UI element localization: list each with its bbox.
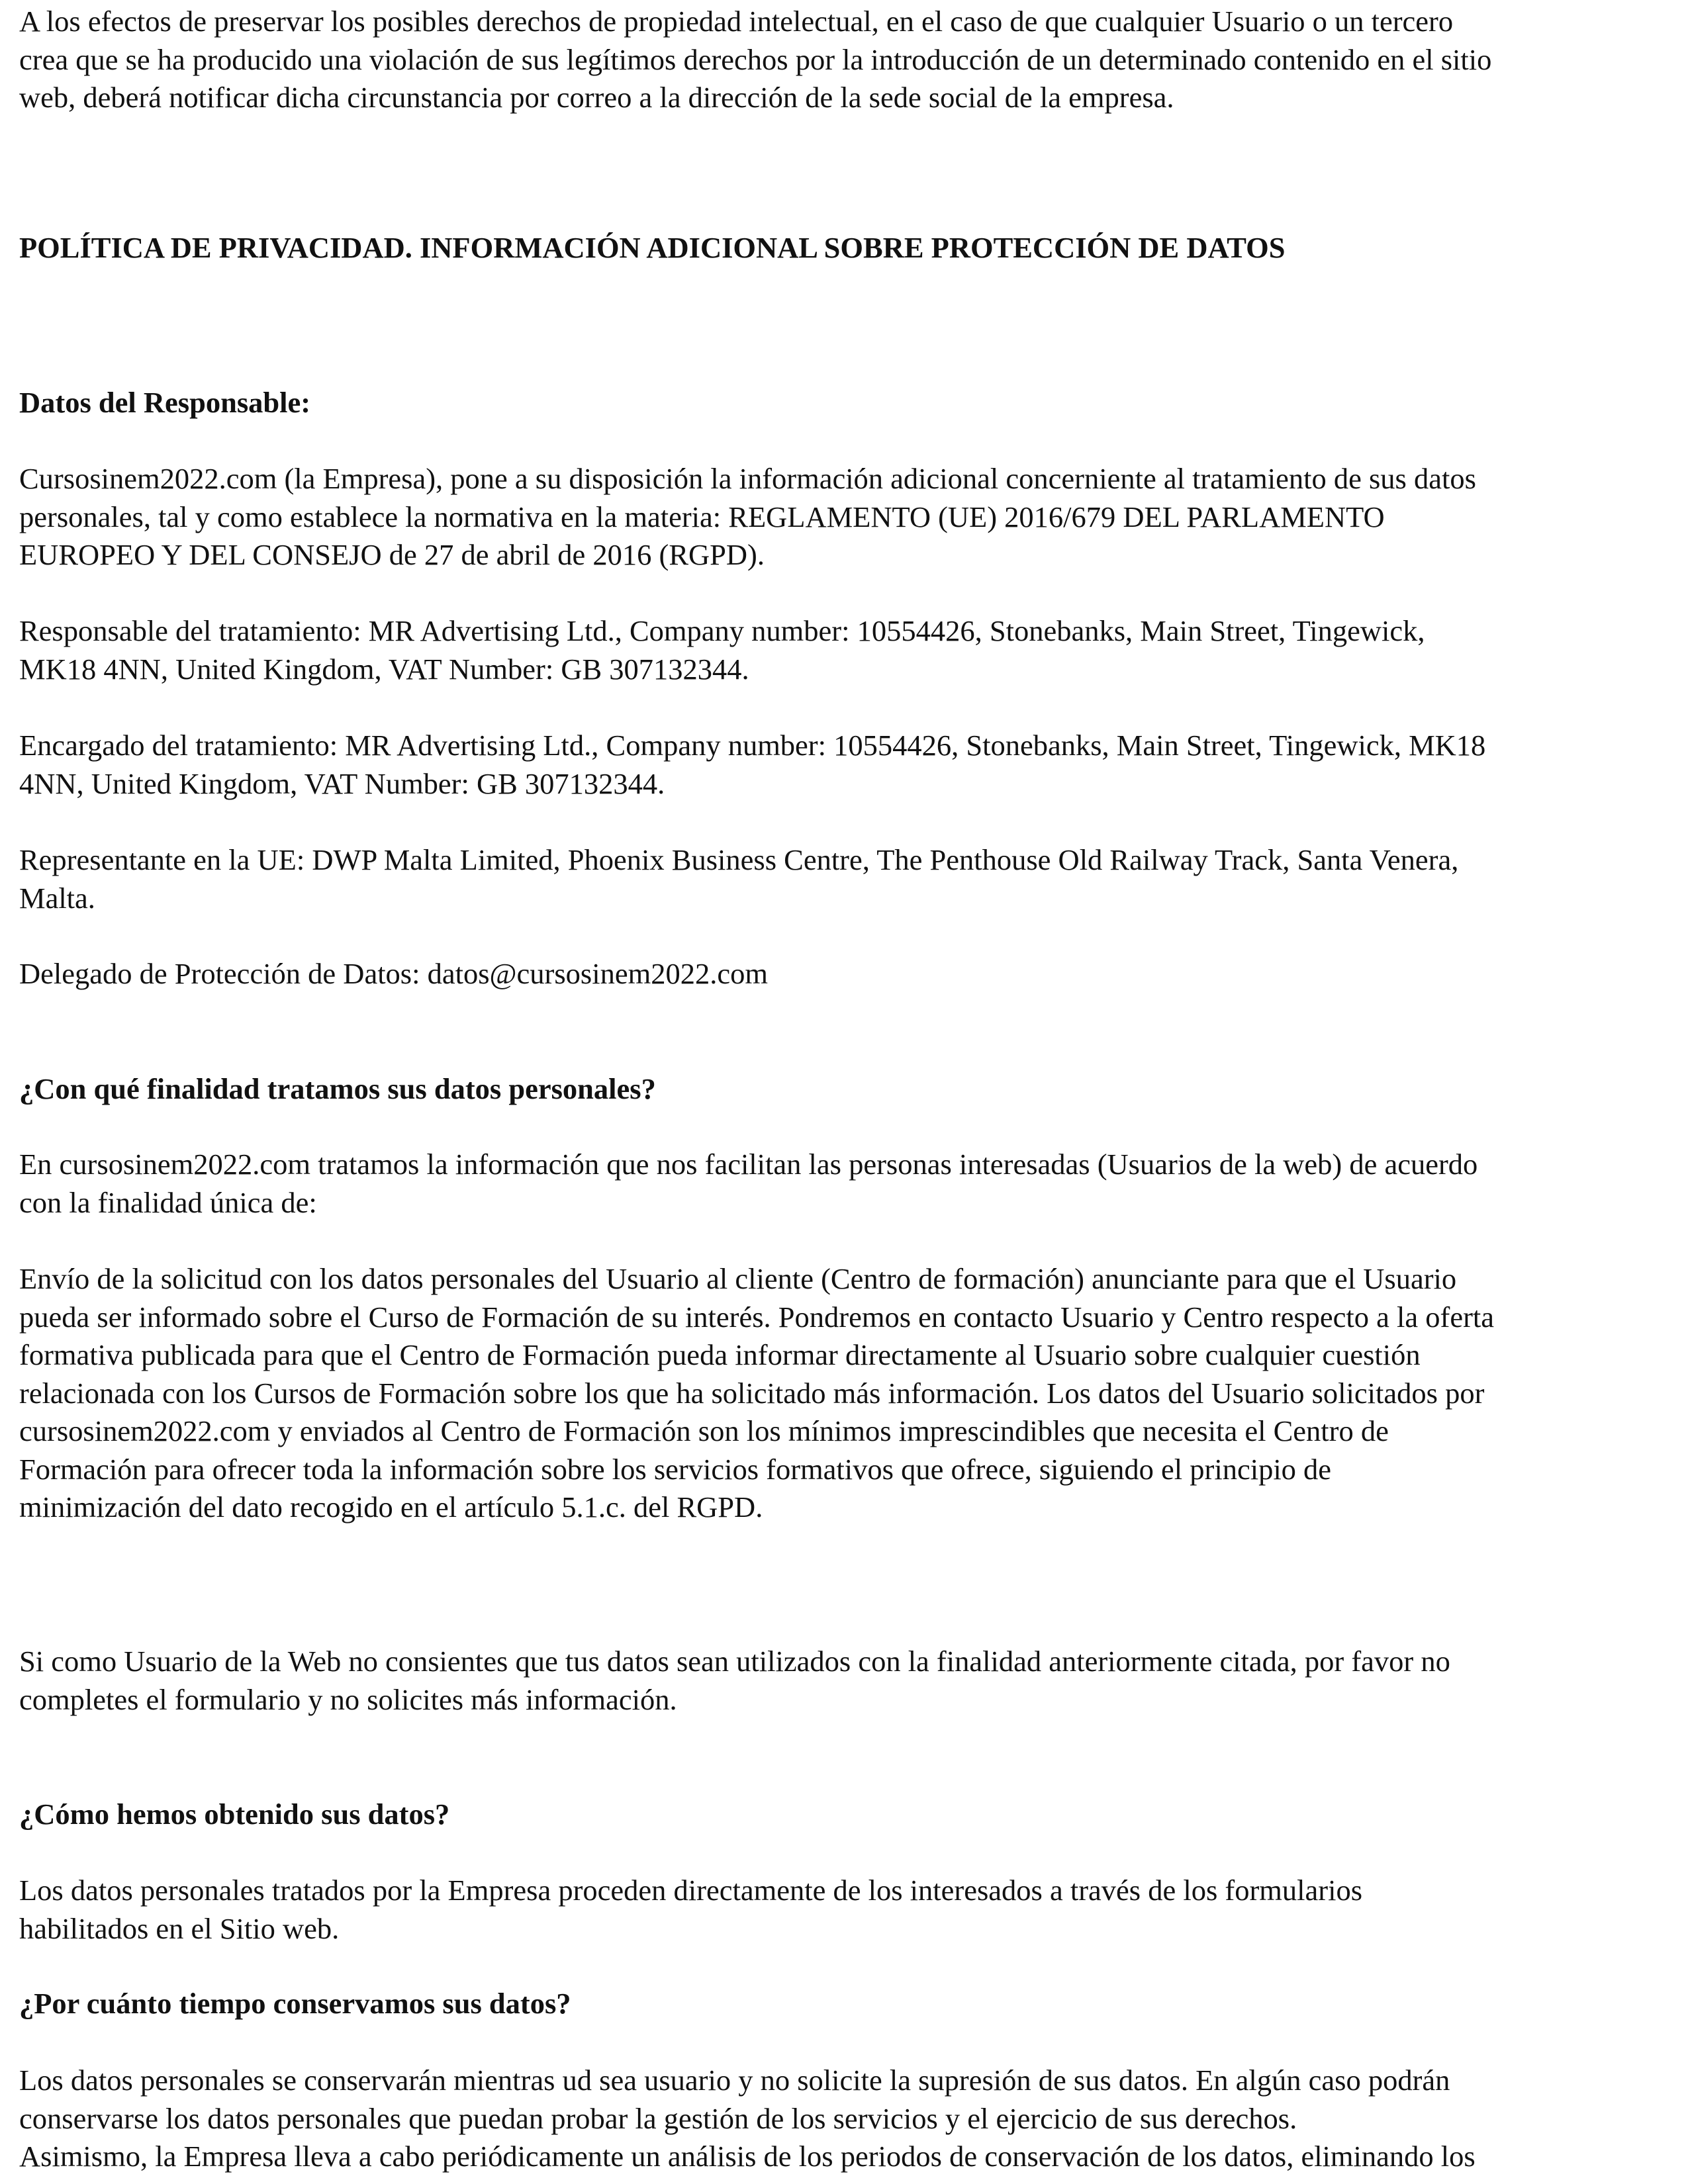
intro-line: web, deberá notificar dicha circunstancia por correo a la dirección de la sede social de la empresa. [19,81,1174,114]
intro-line: A los efectos de preservar los posibles derechos de propiedad intelectual, en el caso de que cualquier Usuario o un tercero [19,5,1454,38]
paragraph-line: habilitados en el Sitio web. [19,1911,340,1945]
finalidad-heading: ¿Con qué finalidad tratamos sus datos personales? [19,1072,656,1105]
paragraph-line: MK18 4NN, United Kingdom, VAT Number: GB 307132344. [19,652,749,686]
paragraph-line: En cursosinem2022.com tratamos la información que nos facilitan las personas interesadas (Usuarios de la web) de acuerdo [19,1148,1478,1181]
paragraph-line: Si como Usuario de la Web no consientes que tus datos sean utilizados con la finalidad anteriormente citada, por favor no [19,1645,1450,1678]
paragraph-line: Encargado del tratamiento: MR Advertising Ltd., Company number: 10554426, Stonebanks, Main Street, Tingewick, MK18 [19,729,1486,762]
responsable-heading: Datos del Responsable: [19,386,311,419]
paragraph-line: conservarse los datos personales que puedan probar la gestión de los servicios y el ejercicio de sus derechos. [19,2101,1297,2135]
paragraph-line: Responsable del tratamiento: MR Advertising Ltd., Company number: 10554426, Stonebanks, Main Street, Tingewick, [19,614,1425,647]
paragraph-line: formativa publicada para que el Centro de Formación pueda informar directamente al Usuario sobre cualquier cuestión [19,1338,1421,1371]
paragraph-line: personales, tal y como establece la normativa en la materia: REGLAMENTO (UE) 2016/679 DEL PARLAMENTO [19,500,1385,533]
paragraph-line: Cursosinem2022.com (la Empresa), pone a su disposición la información adicional concerniente al tratamiento de sus datos [19,462,1476,495]
paragraph-line: minimización del dato recogido en el artículo 5.1.c. del RGPD. [19,1490,763,1524]
paragraph-line: Representante en la UE: DWP Malta Limited, Phoenix Business Centre, The Penthouse Old Railway Track, Santa Venera, [19,843,1459,876]
intro-line: crea que se ha producido una violación de sus legítimos derechos por la introducción de un determinado contenido en el sitio [19,42,1492,76]
paragraph-line: Envío de la solicitud con los datos personales del Usuario al cliente (Centro de formación) anunciante para que el Usuario [19,1262,1457,1295]
paragraph-line: completes el formulario y no solicites más información. [19,1682,677,1716]
main-heading: POLÍTICA DE PRIVACIDAD. INFORMACIÓN ADICIONAL SOBRE PROTECCIÓN DE DATOS [19,231,1286,264]
responsable-tratamiento-paragraph [19,612,1425,688]
encargado-tratamiento-paragraph [19,727,1485,803]
obtencion-paragraph [19,1872,1362,1948]
delegado-proteccion-datos: Delegado de Protección de Datos: datos@cursosinem2022.com [19,957,768,990]
paragraph-line: Malta. [19,881,95,915]
paragraph-line: Asimismo, la Empresa lleva a cabo periódicamente un análisis de los periodos de conservación de los datos, eliminando los [19,2140,1476,2173]
paragraph-line: cursosinem2022.com y enviados al Centro de Formación son los mínimos imprescindibles que necesita el Centro de [19,1414,1389,1447]
paragraph-line: EUROPEO Y DEL CONSEJO de 27 de abril de 2016 (RGPD). [19,538,765,571]
finalidad-body-paragraph [19,1260,1494,1527]
representante-ue-paragraph [19,841,1458,917]
finalidad-intro-paragraph [19,1146,1477,1222]
paragraph-line: Los datos personales tratados por la Empresa proceden directamente de los interesados a través de los formularios [19,1874,1363,1907]
paragraph-line: con la finalidad única de: [19,1185,317,1219]
paragraph-line: Formación para ofrecer toda la información sobre los servicios formativos que ofrece, siguiendo el principio de [19,1452,1332,1486]
conservacion-paragraph [19,2062,1476,2176]
paragraph-line: 4NN, United Kingdom, VAT Number: GB 307132344. [19,766,665,800]
paragraph-line: Los datos personales se conservarán mientras ud sea usuario y no solicite la supresión de sus datos. En algún caso podrán [19,2064,1450,2097]
consent-paragraph [19,1643,1450,1719]
conservacion-heading: ¿Por cuánto tiempo conservamos sus datos? [19,1987,571,2020]
intro-paragraph [19,3,1491,117]
obtencion-heading: ¿Cómo hemos obtenido sus datos? [19,1797,450,1831]
paragraph-line: relacionada con los Cursos de Formación sobre los que ha solicitado más información. Los datos del Usuario solicitados por [19,1376,1485,1410]
responsable-intro-paragraph [19,460,1476,574]
paragraph-line: pueda ser informado sobre el Curso de Formación de su interés. Pondremos en contacto Usuario y Centro respecto a la oferta [19,1300,1495,1334]
